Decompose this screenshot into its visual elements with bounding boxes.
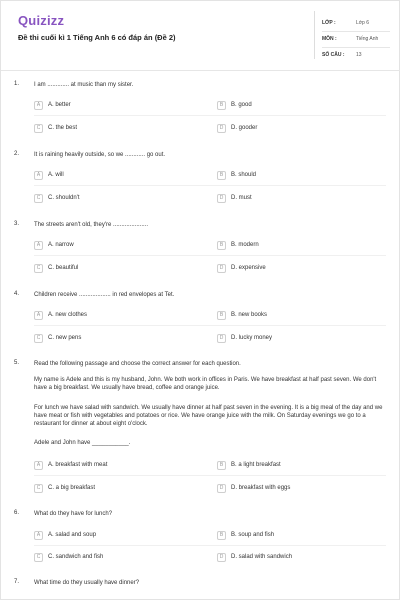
option-text: A. better [48, 102, 71, 108]
option-b[interactable] [217, 169, 387, 181]
option-a[interactable] [34, 99, 204, 111]
meta-key: MÔN : [322, 36, 337, 42]
option-text: B. modern [231, 242, 259, 248]
option-letter-badge: A [34, 171, 43, 180]
option-letter-badge: D [217, 484, 226, 493]
option-a[interactable] [34, 309, 204, 321]
meta-row-subject [322, 33, 392, 45]
question-number: 2. [14, 151, 20, 157]
question-number: 4. [14, 291, 20, 297]
option-b[interactable] [217, 459, 387, 471]
meta-row-question-count [322, 49, 392, 61]
option-letter-badge: B [217, 101, 226, 110]
option-text: D. breakfast with eggs [231, 485, 291, 491]
option-text: D. expensive [231, 265, 266, 271]
question-text: It is raining heavily outside, so we ............ go out. [34, 152, 166, 158]
option-letter-badge: B [217, 531, 226, 540]
header-divider [1, 70, 400, 71]
option-text: A. breakfast with meat [48, 462, 108, 468]
option-letter-badge: A [34, 311, 43, 320]
option-letter-badge: C [34, 484, 43, 493]
meta-divider [322, 47, 390, 48]
option-text: B. should [231, 172, 257, 178]
option-d[interactable] [217, 262, 387, 274]
option-letter-badge: A [34, 101, 43, 110]
option-letter-badge: C [34, 334, 43, 343]
option-c[interactable] [34, 332, 204, 344]
option-letter-badge: D [217, 194, 226, 203]
option-text: B. soup and fish [231, 532, 275, 538]
option-letter-badge: D [217, 553, 226, 562]
option-letter-badge: A [34, 461, 43, 470]
option-letter-badge: B [217, 241, 226, 250]
option-text: C. new pens [48, 335, 82, 341]
option-divider [34, 115, 386, 116]
meta-value: Lớp 6 [356, 20, 370, 26]
option-letter-badge: C [34, 194, 43, 203]
option-b[interactable] [217, 529, 387, 541]
option-c[interactable] [34, 192, 204, 204]
question-text: Children receive ................... in red envelopes at Tet. [34, 292, 175, 298]
question-text: Read the following passage and choose the correct answer for each question. [34, 361, 241, 367]
option-d[interactable] [217, 551, 387, 563]
question-number: 6. [14, 510, 20, 516]
option-d[interactable] [217, 482, 387, 494]
option-b[interactable] [217, 309, 387, 321]
option-c[interactable] [34, 482, 204, 494]
option-text: A. will [48, 172, 64, 178]
option-letter-badge: A [34, 531, 43, 540]
option-letter-badge: B [217, 311, 226, 320]
option-b[interactable] [217, 99, 387, 111]
worksheet-title: Đề thi cuối kì 1 Tiếng Anh 6 có đáp án (Đề 2) [18, 33, 176, 42]
reading-passage-paragraph: For lunch we have salad with sandwich. We usually have dinner at half past seven in the evening. It is a big meal of the day and we have meat or fish with vegetables and potatoes or rice. We have orange juice with the milk. On Saturday evenings we go to a restaurant for dinner at about eight o'clock. [34, 405, 383, 427]
option-text: D. salad with sandwich [231, 554, 293, 560]
question-number: 7. [14, 579, 20, 585]
option-a[interactable] [34, 239, 204, 251]
option-a[interactable] [34, 459, 204, 471]
option-letter-badge: A [34, 241, 43, 250]
worksheet-meta-box [314, 11, 393, 59]
question-text: The streets aren't old, they're ..................... [34, 222, 149, 228]
question-number: 5. [14, 360, 20, 366]
option-text: B. a light breakfast [231, 462, 281, 468]
reading-passage-paragraph: My name is Adele and this is my husband, John. We both work in offices in Paris. We have breakfast at half past seven. We don't have a big breakfast. We usually have bread, coffee and orange juice. [34, 377, 377, 391]
option-text: C. shouldn't [48, 195, 80, 201]
option-divider [34, 185, 386, 186]
option-letter-badge: D [217, 124, 226, 133]
option-divider [34, 475, 386, 476]
option-letter-badge: C [34, 124, 43, 133]
question-number: 3. [14, 221, 20, 227]
option-divider [34, 325, 386, 326]
option-text: A. new clothes [48, 312, 88, 318]
option-a[interactable] [34, 169, 204, 181]
option-d[interactable] [217, 192, 387, 204]
meta-value: 13 [356, 52, 362, 58]
option-letter-badge: D [217, 264, 226, 273]
option-text: D. gooder [231, 125, 258, 131]
meta-key: LỚP : [322, 20, 336, 26]
option-text: A. narrow [48, 242, 74, 248]
option-text: B. good [231, 102, 252, 108]
option-text: C. beautiful [48, 265, 79, 271]
option-d[interactable] [217, 122, 387, 134]
option-letter-badge: C [34, 264, 43, 273]
question-text: I am ............. at music than my sister. [34, 82, 134, 88]
option-d[interactable] [217, 332, 387, 344]
option-text: C. a big breakfast [48, 485, 96, 491]
question-text: What do they have for lunch? [34, 511, 113, 517]
option-letter-badge: C [34, 553, 43, 562]
option-letter-badge: B [217, 171, 226, 180]
option-text: C. sandwich and fish [48, 554, 104, 560]
option-a[interactable] [34, 529, 204, 541]
question-prompt: Adele and John have ___________. [34, 440, 131, 446]
quizizz-logo: Quizizz [18, 13, 65, 28]
option-divider [34, 545, 386, 546]
question-text: What time do they usually have dinner? [34, 580, 140, 586]
meta-key: SỐ CÂU : [322, 52, 345, 58]
question-number: 1. [14, 81, 20, 87]
option-b[interactable] [217, 239, 387, 251]
meta-value: Tiếng Anh [356, 36, 379, 42]
option-letter-badge: D [217, 334, 226, 343]
option-c[interactable] [34, 551, 204, 563]
option-text: A. salad and soup [48, 532, 97, 538]
option-letter-badge: B [217, 461, 226, 470]
option-text: D. lucky money [231, 335, 273, 341]
option-c[interactable] [34, 262, 204, 274]
option-c[interactable] [34, 122, 204, 134]
option-text: C. the best [48, 125, 78, 131]
option-divider [34, 255, 386, 256]
meta-divider [322, 31, 390, 32]
meta-row-class [322, 17, 392, 29]
option-text: B. new books [231, 312, 268, 318]
option-text: D. must [231, 195, 252, 201]
worksheet-header [1, 1, 400, 71]
